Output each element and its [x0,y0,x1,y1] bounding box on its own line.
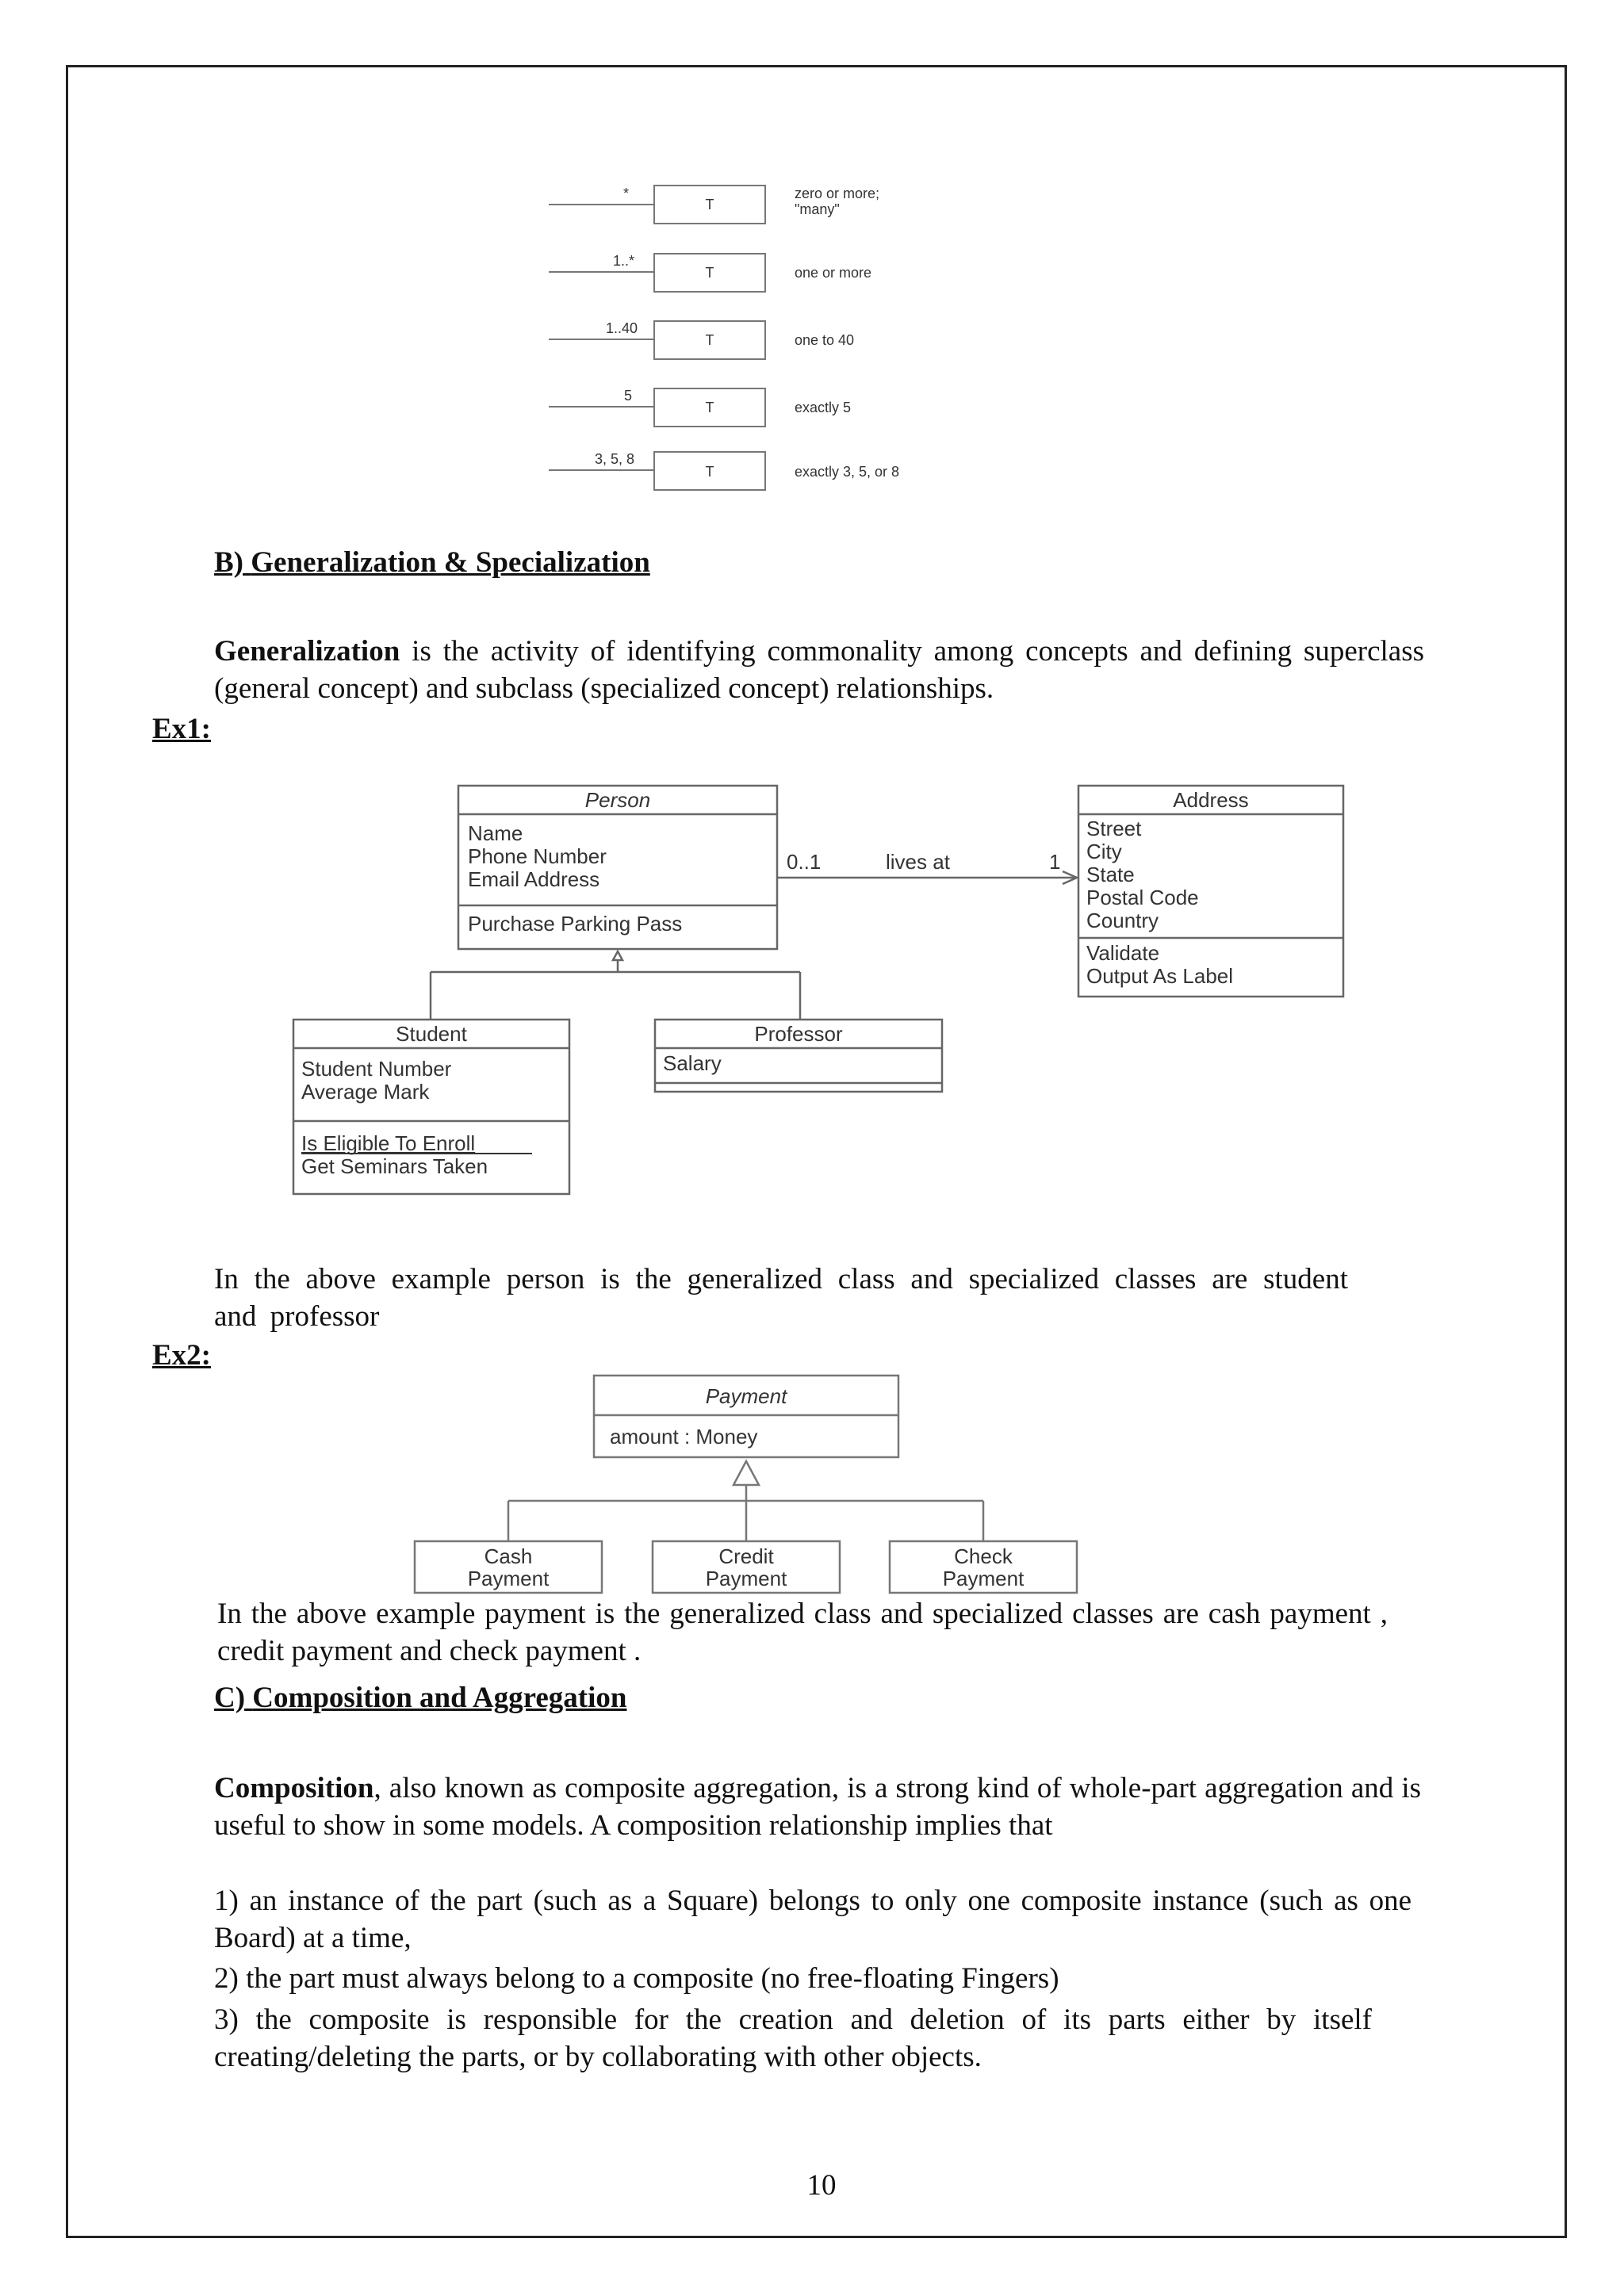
class-name: Credit [718,1544,774,1568]
multiplicity-label: 1..40 [605,320,638,336]
payment-uml-diagram [0,1348,1624,1601]
professor-class [655,1020,942,1092]
class-name: Student [396,1022,467,1046]
class-name: Payment [705,1567,787,1590]
class-name: Professor [754,1022,843,1046]
class-attribute: Name [468,821,523,845]
ex1-label: Ex1: [152,713,211,745]
section-title: Composition and Aggregation [252,1682,627,1714]
section-title: Generalization & Specialization [251,546,650,579]
composition-point-3: 3) the composite is responsible for the creation and deletion of its parts either by itself creating/deleting the parts, or by collaborating with other objects. [214,2003,1372,2073]
composition-point-2: 2) the part must always belong to a composite (no free-floating Fingers) [214,1962,1059,1995]
page-number: 10 [806,2169,837,2202]
payment-class [594,1376,898,1457]
definition-term: Composition [214,1772,374,1804]
address-class [1078,786,1343,997]
type-label: T [705,332,714,348]
association-label: lives at [886,850,950,874]
multiplicity-label: 3, 5, 8 [594,451,634,467]
multiplicity-label: * [622,186,629,201]
class-operation: Purchase Parking Pass [468,912,683,936]
class-operation: Get Seminars Taken [301,1154,488,1178]
multiplicity-description: exactly 5 [795,400,852,415]
class-attribute: Street [1086,817,1142,840]
class-name: Person [584,788,651,812]
section-c-heading [214,1681,626,1715]
check-payment-class [890,1541,1077,1593]
class-name: Address [1173,788,1249,812]
multiplicity-description: zero or more; [795,186,880,201]
ex2-caption: In the above example payment is the generalized class and specialized classes are cash payment , credit payment and check payment . [217,1598,1388,1667]
definition-text: is the activity of identifying commonality among concepts and defining superclass (general concept) and subclass (specialized concept) relationships. [214,635,1424,705]
type-label: T [705,265,714,281]
class-attribute: Student Number [301,1057,452,1081]
type-label: T [705,197,714,212]
lives-at-association [777,850,1077,884]
type-label: T [705,400,714,415]
class-operation: Validate [1086,941,1160,965]
class-name: Check [954,1544,1013,1568]
class-name: Payment [467,1567,550,1590]
cash-payment-class [415,1541,602,1593]
class-attribute: Postal Code [1086,886,1199,909]
section-prefix: B) [214,546,243,579]
section-prefix: C) [214,1682,246,1714]
class-attribute: Phone Number [468,844,607,868]
ex1-caption: In the above example person is the generalized class and specialized classes are student and professor [214,1263,1348,1333]
person-class [458,786,777,949]
definition-term: Generalization [214,635,400,668]
generalization-connector [508,1461,983,1541]
multiplicity-description: exactly 3, 5, or 8 [795,464,900,480]
composition-definition [214,1770,1421,1844]
class-attribute: State [1086,863,1135,886]
class-operation: Output As Label [1086,964,1234,988]
class-attribute: Salary [663,1051,722,1075]
multiplicity-description: "many" [795,201,840,217]
type-label: T [705,464,714,480]
class-attribute: City [1086,840,1122,863]
class-operation: Is Eligible To Enroll [301,1131,476,1155]
class-name: Cash [484,1544,533,1568]
student-class [293,1020,569,1194]
multiplicity-label: 1..* [612,253,634,269]
multiplicity-label: 5 [623,388,632,404]
generalization-connector [431,951,800,1020]
class-attribute: Email Address [468,867,600,891]
association-multiplicity: 1 [1049,850,1061,874]
class-name: Payment [942,1567,1025,1590]
class-name: Payment [705,1384,787,1408]
class-attribute: Average Mark [301,1080,430,1104]
credit-payment-class [653,1541,840,1593]
definition-text: , also known as composite aggregation, is a strong kind of whole-part aggregation and is useful to show in some models. A composition relationship implies that [214,1772,1421,1842]
composition-point-1: 1) an instance of the part (such as a Square) belongs to only one composite instance (such as one Board) at a time, [214,1885,1411,1954]
multiplicity-description: one or more [795,265,872,281]
class-attribute: amount : Money [610,1425,758,1448]
ex2-label: Ex2: [152,1339,211,1372]
association-multiplicity: 0..1 [787,850,822,874]
multiplicity-description: one to 40 [795,332,855,348]
class-attribute: Country [1086,909,1159,932]
